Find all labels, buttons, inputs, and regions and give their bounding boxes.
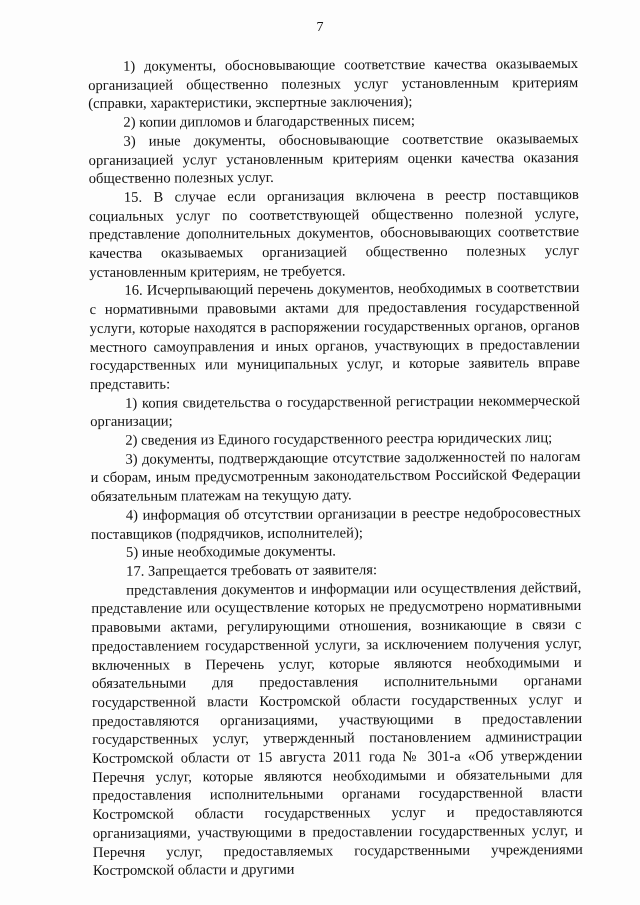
paragraph-item-3-no-debt: 3) документы, подтверждающие отсутствие задолженностей по налогам и сборам, иным предусмотренным законодательством Российской Федерации обязательным платежам на текущую дату. xyxy=(90,448,581,506)
paragraph-clause-17: 17. Запрещается требовать от заявителя: xyxy=(126,562,378,580)
paragraph-item-1-certificate: 1) копия свидетельства о государственной регистрации некоммерческой организации; xyxy=(90,392,581,431)
paragraph-clause-17-text: представления документов и информации или осуществления действий, представление или осуществление которых не предусмотрено нормативными правовыми актами, регулирующими отношения, возникающие в связи с предоставлением государственной услуги, за исключением получения услуг, включенных в Перечень услуг, которые являются необходимыми и обязательными для предоставления исполнительными органами государственной власти Костромской области государственных услуг и предоставляются организациями, участвующими в предоставлении государственных услуг, утвержденный постановлением администрации Костромской области от 15 августа 2011 года № 301-а «Об утверждении Перечня услуг, которые являются необходимыми и обязательными для предоставления исполнительными органами государственной власти Костромской области государственных услуг и предоставляются организациями, участвующими в предоставлении государственных услуг, и Перечня услуг, предоставляемых государственными учреждениями Костромской области и другими xyxy=(91,579,583,880)
paragraph-clause-16: 16. Исчерпывающий перечень документов, необходимых в соответствии с нормативными правовыми актами для предоставления государственной услуги, которые находятся в распоряжении государственных органов, органов местного самоуправления и иных органов, участвующих в предоставлении государственных или муниципальных услуг, и которые заявитель вправе представить: xyxy=(89,280,580,393)
paragraph-item-1-docs: 1) документы, обосновывающие соответствие качества оказываемых организацией общественно полезных услуг установленным критериям (справки, характеристики, экспертные заключения); xyxy=(88,56,579,113)
paragraph-item-4-suppliers: 4) информация об отсутствии организации в реестре недобросовестных поставщиков (подрядчиков, исполнителей); xyxy=(90,504,581,543)
paragraph-item-2-register: 2) сведения из Единого государственного реестра юридических лиц; xyxy=(125,430,553,449)
paragraph-clause-15: 15. В случае если организация включена в реестр поставщиков социальных услуг по соответствующей общественно полезной услуге, представление дополнительных документов, обосновывающих соответствие качества оказываемых организацией общественно полезных услуг установленным критериям, не требуется. xyxy=(88,186,580,281)
paragraph-item-5-other: 5) иные необходимые документы. xyxy=(125,543,336,562)
paragraph-item-2-diplomas: 2) копии дипломов и благодарственных писем; xyxy=(123,113,415,131)
paragraph-item-3-other-docs: 3) иные документы, обосновывающие соответствие оказываемых организацией услуг установленным критериям оценки качества оказания общественно полезных услуг. xyxy=(88,130,579,188)
document-body xyxy=(88,55,583,881)
page-number: 7 xyxy=(316,20,324,35)
